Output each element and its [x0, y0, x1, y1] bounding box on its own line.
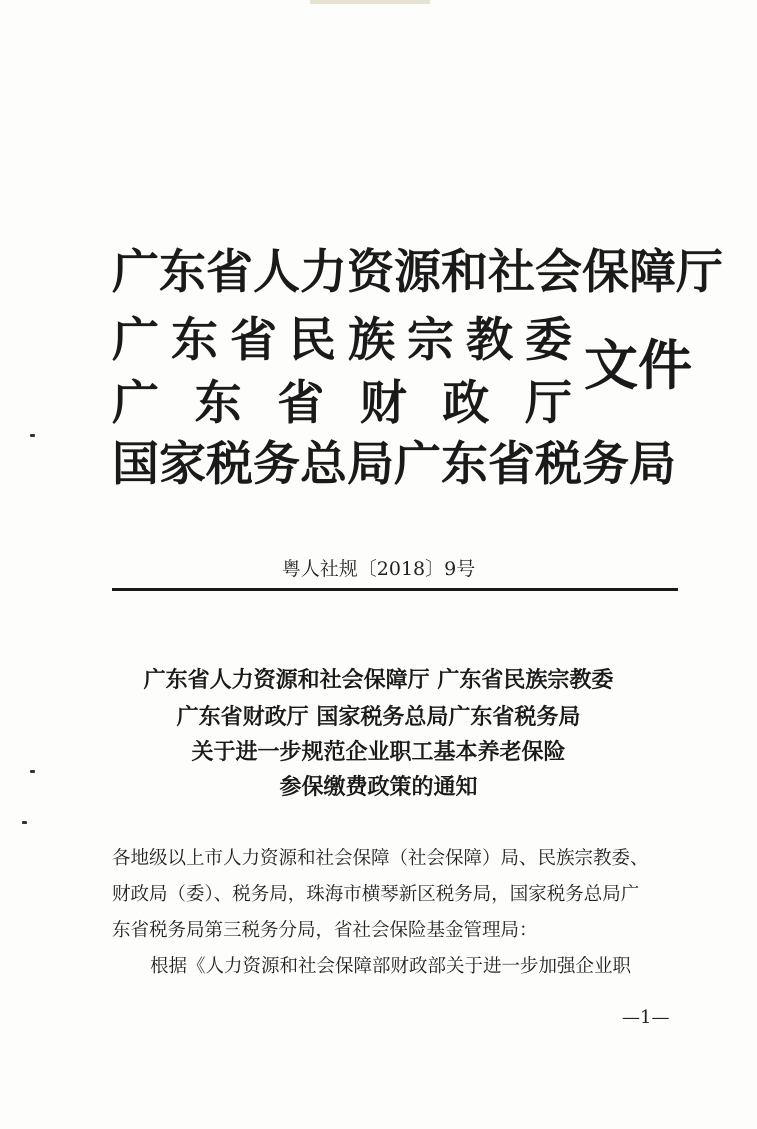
- org-char: 广: [112, 245, 159, 300]
- org-2-char: 宗: [407, 313, 454, 368]
- org-char: 家: [159, 437, 206, 492]
- org-char: 人: [253, 245, 300, 300]
- org-char: 省: [488, 437, 535, 492]
- org-char: 资: [347, 245, 394, 300]
- title-line-3: 关于进一步规范企业职工基本养老保险: [191, 740, 566, 765]
- org-char: 总: [300, 437, 347, 492]
- org-2-char: 委: [525, 313, 572, 368]
- issuing-org-3: [112, 375, 572, 433]
- issuing-org-1-text: [112, 244, 723, 302]
- title-line-2: 广东省财政厅 国家税务总局广东省税务局: [176, 705, 581, 730]
- org-char: 源: [394, 245, 441, 300]
- org-2-char: 民: [289, 313, 336, 368]
- body-line-3: 东省税务局第三税务分局，省社会保险基金管理局：: [112, 920, 538, 941]
- document-number: 粤人社规〔2018〕9号: [281, 558, 476, 580]
- scan-speck: [30, 434, 35, 437]
- org-3-char: 东: [194, 376, 242, 431]
- scan-smudge: [310, 0, 430, 4]
- org-char: 厅: [676, 245, 723, 300]
- page-number: —1—: [622, 1007, 670, 1028]
- org-2-char: 省: [230, 313, 277, 368]
- org-char: 务: [582, 437, 629, 492]
- org-char: 广: [394, 437, 441, 492]
- title-line-4: 参保缴费政策的通知: [279, 775, 478, 800]
- body-line-1: 各地级以上市人力资源和社会保障（社会保障）局、民族宗教委、: [112, 848, 649, 869]
- issuing-org-4: [112, 436, 676, 494]
- issuing-org-1: [112, 244, 723, 302]
- org-3-char: 省: [277, 376, 325, 431]
- org-2-char: 东: [171, 313, 218, 368]
- body-line-2: 财政局（委）、税务局，珠海市横琴新区税务局，国家税务总局广: [112, 884, 640, 905]
- org-2-char: 广: [112, 313, 159, 368]
- title-line-1: 广东省人力资源和社会保障厅 广东省民族宗教委: [143, 668, 614, 693]
- org-char: 税: [206, 437, 253, 492]
- org-char: 会: [535, 245, 582, 300]
- org-char: 社: [488, 245, 535, 300]
- issuing-org-2: [112, 312, 572, 370]
- org-char: 省: [206, 245, 253, 300]
- org-char: 东: [441, 437, 488, 492]
- org-3-char: 财: [359, 376, 407, 431]
- org-char: 东: [159, 245, 206, 300]
- header-divider: [112, 588, 678, 591]
- org-char: 保: [582, 245, 629, 300]
- org-char: 税: [535, 437, 582, 492]
- org-char: 局: [629, 437, 676, 492]
- org-char: 力: [300, 245, 347, 300]
- scan-speck: [22, 821, 27, 824]
- org-3-char: 广: [112, 376, 159, 431]
- org-char: 务: [253, 437, 300, 492]
- org-char: 障: [629, 245, 676, 300]
- org-char: 国: [112, 437, 159, 492]
- org-2-char: 族: [348, 313, 395, 368]
- org-2-char: 教: [466, 313, 513, 368]
- body-line-4: 根据《人力资源和社会保障部财政部关于进一步加强企业职: [150, 956, 632, 977]
- org-3-char: 政: [442, 376, 490, 431]
- org-char: 局: [347, 437, 394, 492]
- org-char: 和: [441, 245, 488, 300]
- document-label: 文件: [584, 333, 692, 397]
- scan-speck: [30, 770, 35, 773]
- org-3-char: 厅: [524, 376, 572, 431]
